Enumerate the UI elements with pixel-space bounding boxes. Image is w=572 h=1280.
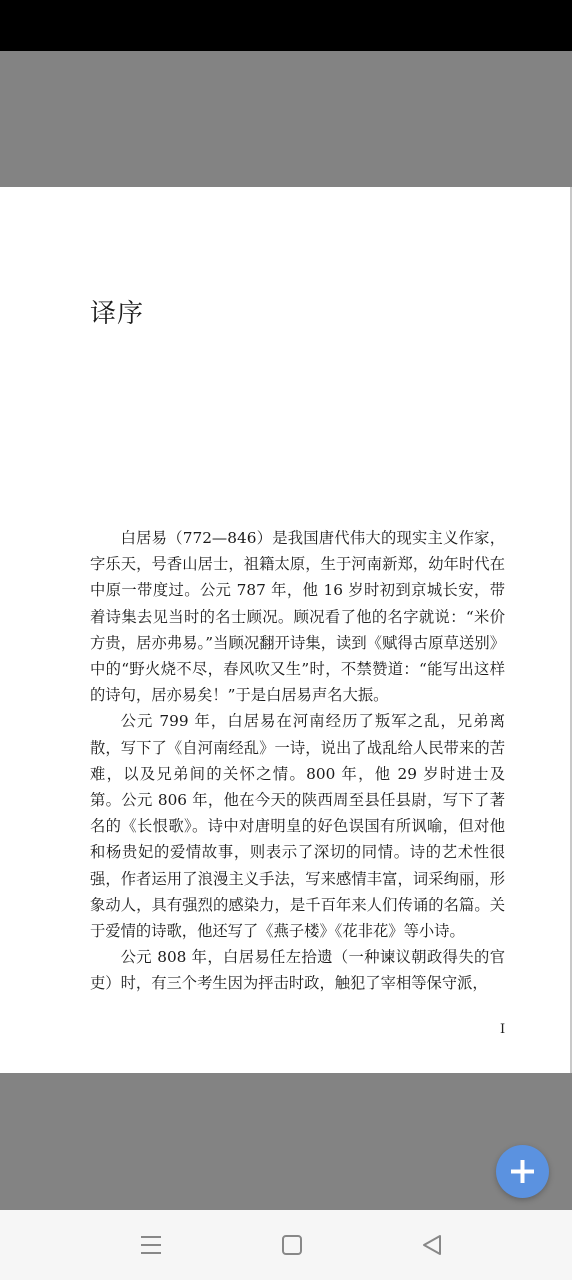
back-button[interactable] bbox=[417, 1230, 447, 1260]
viewer-background-bottom bbox=[0, 1073, 572, 1210]
plus-icon bbox=[496, 1145, 549, 1198]
home-button[interactable] bbox=[277, 1230, 307, 1260]
menu-icon bbox=[136, 1230, 166, 1260]
page-title: 译序 bbox=[90, 299, 145, 329]
navigation-bar bbox=[0, 1210, 572, 1280]
paragraph-1: 白居易（772—846）是我国唐代伟大的现实主义作家，字乐天，号香山居士，祖籍太原，生于河南新郑，幼年时代在中原一带度过。公元 787 年，他 16 岁时初到京城长安，带着诗集去见当时的名士顾况。顾况看了他的名字就说：“米价方贵，居亦弗易。”当顾况翻开诗集，读到《赋得古原草送别》中的“野火烧不尽，春风吹又生”时，不禁赞道：“能写出这样的诗句，居亦易矣！”于是白居易声名大振。 bbox=[90, 529, 505, 705]
document-page bbox=[0, 187, 572, 1073]
paragraph-2: 公元 799 年，白居易在河南经历了叛军之乱，兄弟离散，写下了《自河南经乱》一诗，说出了战乱给人民带来的苦难，以及兄弟间的关怀之情。800 年，他 29 岁时进士及第。公元 806 年，他在今天的陕西周至县任县尉，写下了著名的《长恨歌》。诗中对唐明皇的好色误国有所讽喻，但对他和杨贵妃的爱情故事，则表示了深切的同情。诗的艺术性很强，作者运用了浪漫主义手法，写来感情丰富，词采绚丽，形象动人，具有强烈的感染力，是千百年来人们传诵的名篇。关于爱情的诗歌，他还写了《燕子楼》《花非花》等小诗。 bbox=[90, 712, 505, 941]
add-button[interactable] bbox=[496, 1145, 549, 1198]
body-text bbox=[90, 525, 505, 997]
paragraph-3: 公元 808 年，白居易任左拾遗（一种谏议朝政得失的官吏）时，有三个考生因为抨击时政，触犯了宰相等保守派， bbox=[90, 948, 505, 993]
status-bar bbox=[0, 0, 572, 51]
home-square-icon bbox=[277, 1230, 307, 1260]
back-triangle-icon bbox=[417, 1230, 447, 1260]
recent-apps-button[interactable] bbox=[136, 1230, 166, 1260]
viewer-background-top bbox=[0, 51, 572, 187]
page-number: I bbox=[500, 1022, 506, 1037]
